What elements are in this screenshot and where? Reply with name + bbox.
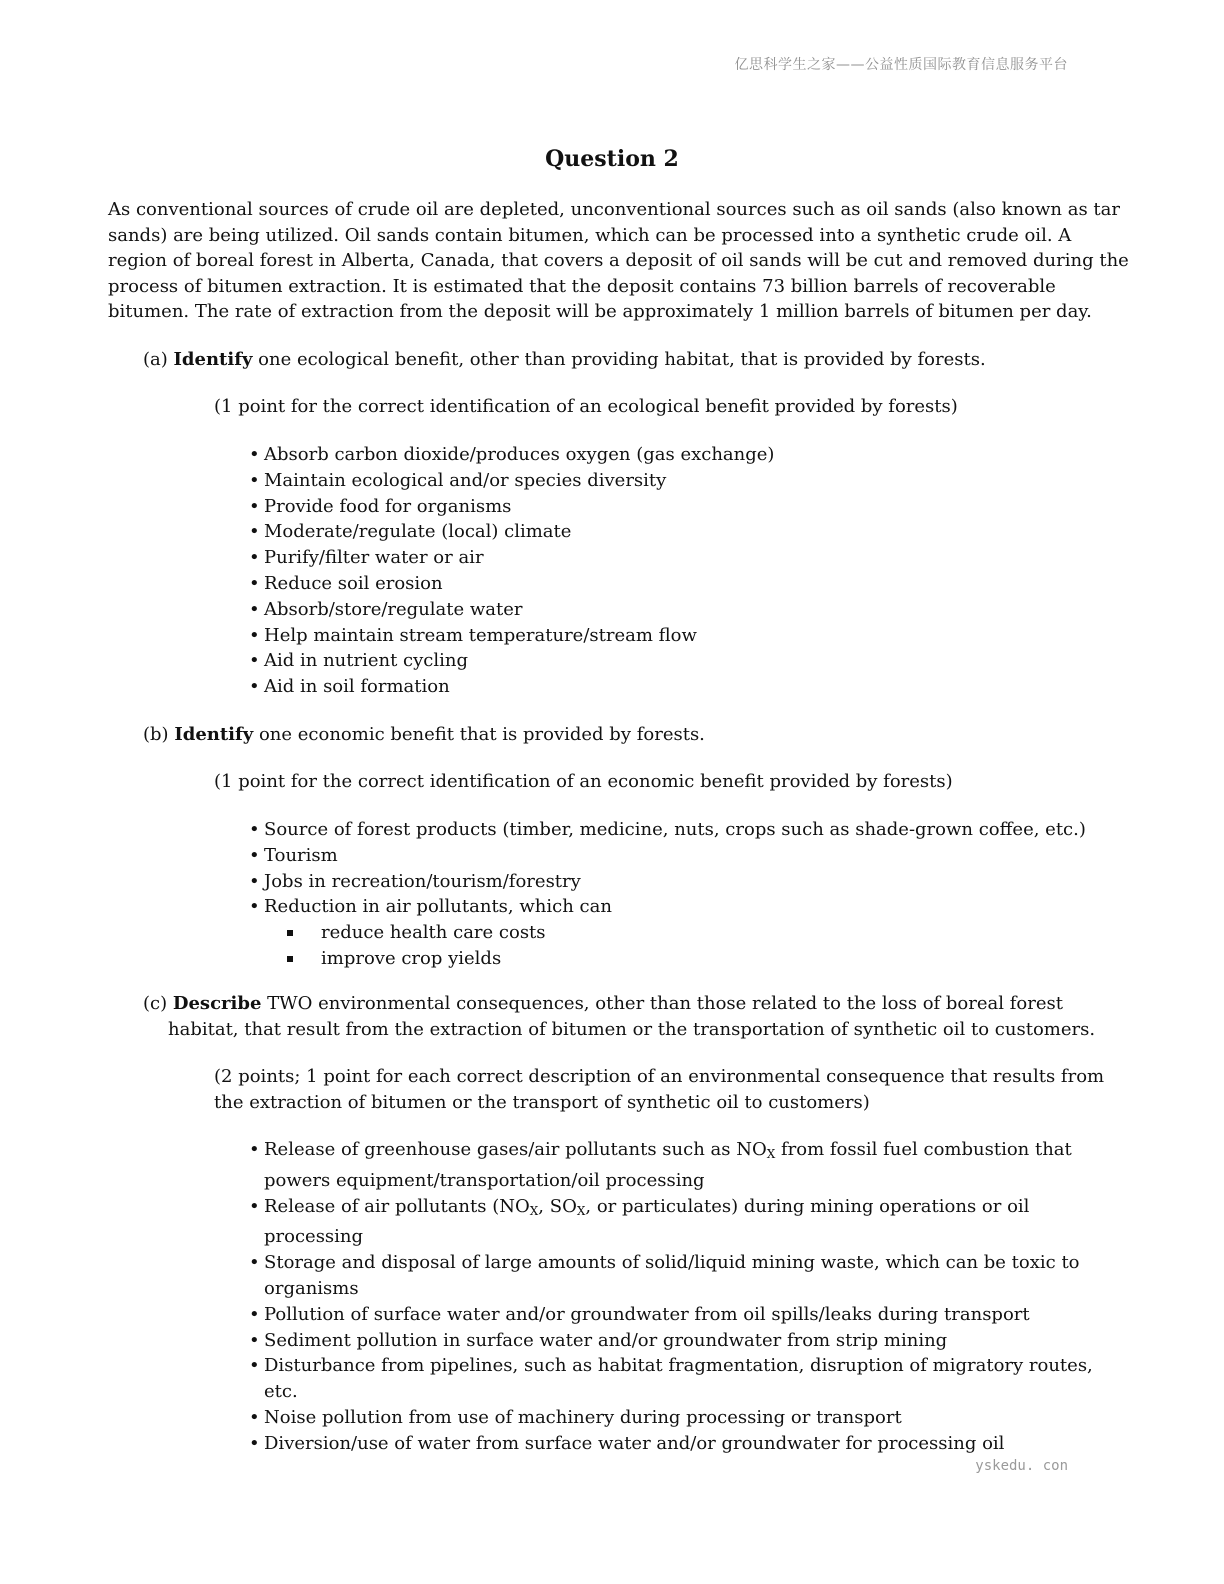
list-item: • Help maintain stream temperature/stream flow bbox=[249, 624, 697, 646]
part-a-text: one ecological benefit, other than providing habitat, that is provided by forests. bbox=[258, 349, 986, 370]
part-a-prompt bbox=[143, 347, 986, 373]
list-item: • Storage and disposal of large amounts of solid/liquid mining waste, which can be toxic to organisms bbox=[249, 1252, 1080, 1299]
list-item: • Sediment pollution in surface water and/or groundwater from strip mining bbox=[249, 1329, 948, 1351]
list-item: • Source of forest products (timber, medicine, nuts, crops such as shade-grown coffee, etc.) bbox=[249, 819, 1086, 840]
sub-list-item: improve crop yields bbox=[264, 946, 1086, 972]
part-b-text: one economic benefit that is provided by forests. bbox=[258, 724, 705, 745]
list-item: • Maintain ecological and/or species diversity bbox=[249, 469, 667, 491]
list-item: • Release of greenhouse gases/air pollutants such as $NO_X$ from fossil fuel combustion that powers equipment/transportation/oil processing bbox=[249, 1139, 1072, 1191]
list-item: • Aid in soil formation bbox=[249, 676, 450, 698]
intro-paragraph bbox=[108, 197, 1129, 325]
part-a-bullet-list bbox=[249, 442, 774, 700]
list-item: • Moderate/regulate (local) climate bbox=[249, 521, 572, 543]
header-watermark: 亿思科学生之家——公益性质国际教育信息服务平台 bbox=[734, 57, 1068, 73]
part-b-prompt bbox=[143, 722, 705, 748]
part-c-text-line2: habitat, that result from the extraction of bitumen or the transportation of synthetic oil to customers. bbox=[168, 1018, 1096, 1040]
part-a-verb: Identify bbox=[173, 349, 253, 370]
sub-bullet-list bbox=[264, 920, 1086, 972]
part-b-bullet-list bbox=[249, 817, 1086, 972]
list-item: • Disturbance from pipelines, such as habitat fragmentation, disruption of migratory routes, etc. bbox=[249, 1355, 1093, 1403]
part-a-label: (a) bbox=[143, 349, 168, 370]
list-item: • Purify/filter water or air bbox=[249, 547, 484, 569]
list-item: • Diversion/use of water from surface water and/or groundwater for processing oil bbox=[249, 1432, 1005, 1454]
intro-line: sands) are being utilized. Oil sands contain bitumen, which can be processed into a synthetic crude oil. A bbox=[108, 224, 1072, 246]
part-c-text-line1: TWO environmental consequences, other than those related to the loss of boreal forest bbox=[267, 993, 1063, 1014]
part-b-rubric: (1 point for the correct identification of an economic benefit provided by forests) bbox=[214, 771, 953, 792]
intro-line: region of boreal forest in Alberta, Canada, that covers a deposit of oil sands will be cut and removed during the bbox=[108, 250, 1129, 272]
list-item: • Reduce soil erosion bbox=[249, 572, 443, 594]
sub-list-item: reduce health care costs bbox=[264, 920, 1086, 946]
part-c-verb: Describe bbox=[172, 993, 262, 1014]
list-item: • Aid in nutrient cycling bbox=[249, 650, 469, 672]
intro-line: As conventional sources of crude oil are depleted, unconventional sources such as oil sands (also known as tar bbox=[108, 199, 1120, 220]
list-item: • Reduction in air pollutants, which can reduce health care costs improve crop yields bbox=[249, 894, 1086, 971]
list-item: • Absorb/store/regulate water bbox=[249, 598, 523, 620]
footer-watermark: yskedu. con bbox=[975, 1458, 1068, 1474]
list-item: • Absorb carbon dioxide/produces oxygen (gas exchange) bbox=[249, 444, 775, 465]
part-c-label: (c) bbox=[143, 993, 168, 1014]
list-item: • Release of air pollutants ($NO_X$, $SO_X$, or particulates) during mining operations or oil processing bbox=[249, 1195, 1030, 1248]
part-b-label: (b) bbox=[143, 724, 169, 745]
square-bullet-icon bbox=[287, 956, 293, 962]
part-c-rubric: (2 points; 1 point for each correct description of an environmental consequence that results from the extraction of bitumen or the transport of synthetic oil to customers) bbox=[214, 1066, 1105, 1113]
square-bullet-icon bbox=[287, 930, 293, 936]
list-item: • Provide food for organisms bbox=[249, 495, 512, 517]
part-c-bullet-list bbox=[249, 1137, 1093, 1457]
list-item: • Jobs in recreation/tourism/forestry bbox=[249, 870, 581, 892]
list-item: • Noise pollution from use of machinery during processing or transport bbox=[249, 1406, 902, 1428]
question-title: Question 2 bbox=[545, 146, 679, 172]
intro-line: process of bitumen extraction. It is estimated that the deposit contains 73 billion barrels of recoverable bbox=[108, 275, 1056, 297]
part-a-rubric: (1 point for the correct identification of an ecological benefit provided by forests) bbox=[214, 396, 958, 417]
intro-line: bitumen. The rate of extraction from the deposit will be approximately 1 million barrels of bitumen per day. bbox=[108, 301, 1092, 323]
part-c-prompt bbox=[143, 991, 1095, 1042]
list-item: • Pollution of surface water and/or groundwater from oil spills/leaks during transport bbox=[249, 1303, 1030, 1325]
part-b-verb: Identify bbox=[174, 724, 254, 745]
list-item: • Tourism bbox=[249, 844, 338, 866]
